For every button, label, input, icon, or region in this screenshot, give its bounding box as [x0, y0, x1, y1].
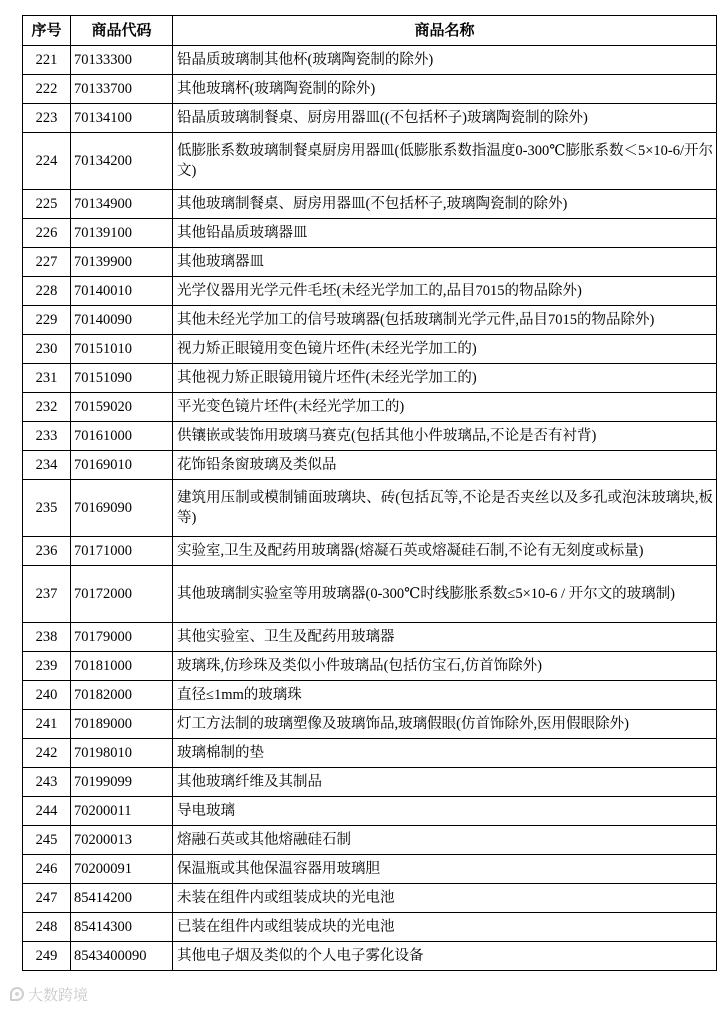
row-seq: 244	[23, 797, 71, 826]
row-name: 保温瓶或其他保温容器用玻璃胆	[173, 855, 717, 884]
row-name: 其他玻璃杯(玻璃陶瓷制的除外)	[173, 75, 717, 104]
table-row	[23, 219, 717, 248]
table-row	[23, 451, 717, 480]
table-row	[23, 652, 717, 681]
row-seq: 246	[23, 855, 71, 884]
row-code: 70200091	[71, 855, 173, 884]
row-seq: 247	[23, 884, 71, 913]
row-code: 70151010	[71, 335, 173, 364]
row-code: 70134200	[71, 133, 173, 190]
row-seq: 223	[23, 104, 71, 133]
row-name: 直径≤1mm的玻璃珠	[173, 681, 717, 710]
row-seq: 234	[23, 451, 71, 480]
row-code: 8543400090	[71, 942, 173, 971]
row-code: 70200013	[71, 826, 173, 855]
row-code: 70179000	[71, 623, 173, 652]
goods-table	[22, 15, 717, 971]
row-name: 实验室,卫生及配药用玻璃器(熔凝石英或熔凝硅石制,不论有无刻度或标量)	[173, 537, 717, 566]
table-header-row	[23, 16, 717, 46]
row-seq: 232	[23, 393, 71, 422]
row-code: 70140090	[71, 306, 173, 335]
row-name: 其他玻璃纤维及其制品	[173, 768, 717, 797]
watermark	[10, 984, 88, 1004]
row-code: 70133300	[71, 46, 173, 75]
row-seq: 222	[23, 75, 71, 104]
table-row	[23, 681, 717, 710]
row-code: 70172000	[71, 566, 173, 623]
header-code: 商品代码	[71, 16, 173, 46]
row-seq: 241	[23, 710, 71, 739]
row-seq: 236	[23, 537, 71, 566]
row-code: 70139100	[71, 219, 173, 248]
row-name: 其他未经光学加工的信号玻璃器(包括玻璃制光学元件,品目7015的物品除外)	[173, 306, 717, 335]
row-seq: 228	[23, 277, 71, 306]
row-name: 其他电子烟及类似的个人电子雾化设备	[173, 942, 717, 971]
row-seq: 235	[23, 480, 71, 537]
row-name: 已装在组件内或组装成块的光电池	[173, 913, 717, 942]
row-name: 其他玻璃器皿	[173, 248, 717, 277]
row-seq: 224	[23, 133, 71, 190]
row-code: 70139900	[71, 248, 173, 277]
row-seq: 243	[23, 768, 71, 797]
row-code: 70171000	[71, 537, 173, 566]
row-name: 视力矫正眼镜用变色镜片坯件(未经光学加工的)	[173, 335, 717, 364]
table-row	[23, 248, 717, 277]
row-code: 70200011	[71, 797, 173, 826]
row-seq: 249	[23, 942, 71, 971]
row-seq: 227	[23, 248, 71, 277]
table-row	[23, 537, 717, 566]
row-name: 铅晶质玻璃制餐桌、厨房用器皿((不包括杯子)玻璃陶瓷制的除外)	[173, 104, 717, 133]
row-name: 平光变色镜片坯件(未经光学加工的)	[173, 393, 717, 422]
row-code: 70159020	[71, 393, 173, 422]
row-code: 85414200	[71, 884, 173, 913]
row-name: 玻璃珠,仿珍珠及类似小件玻璃品(包括仿宝石,仿首饰除外)	[173, 652, 717, 681]
row-seq: 237	[23, 566, 71, 623]
row-seq: 245	[23, 826, 71, 855]
table-row	[23, 75, 717, 104]
table-row	[23, 884, 717, 913]
table-row	[23, 133, 717, 190]
row-code: 70140010	[71, 277, 173, 306]
row-name: 供镶嵌或装饰用玻璃马赛克(包括其他小件玻璃品,不论是否有衬背)	[173, 422, 717, 451]
row-seq: 221	[23, 46, 71, 75]
header-seq: 序号	[23, 16, 71, 46]
header-name: 商品名称	[173, 16, 717, 46]
watermark-text: 大数跨境	[28, 985, 89, 1004]
row-code: 70151090	[71, 364, 173, 393]
row-seq: 225	[23, 190, 71, 219]
table-row	[23, 190, 717, 219]
table-row	[23, 335, 717, 364]
row-name: 其他玻璃制餐桌、厨房用器皿(不包括杯子,玻璃陶瓷制的除外)	[173, 190, 717, 219]
row-code: 70134100	[71, 104, 173, 133]
table-row	[23, 855, 717, 884]
row-seq: 229	[23, 306, 71, 335]
row-seq: 248	[23, 913, 71, 942]
row-code: 70133700	[71, 75, 173, 104]
table-row	[23, 306, 717, 335]
row-name: 导电玻璃	[173, 797, 717, 826]
row-code: 70161000	[71, 422, 173, 451]
row-code: 70169010	[71, 451, 173, 480]
row-code: 70134900	[71, 190, 173, 219]
table-row	[23, 710, 717, 739]
row-name: 玻璃棉制的垫	[173, 739, 717, 768]
row-seq: 238	[23, 623, 71, 652]
row-name: 灯工方法制的玻璃塑像及玻璃饰品,玻璃假眼(仿首饰除外,医用假眼除外)	[173, 710, 717, 739]
row-name: 其他铅晶质玻璃器皿	[173, 219, 717, 248]
row-code: 70198010	[71, 739, 173, 768]
row-name: 其他实验室、卫生及配药用玻璃器	[173, 623, 717, 652]
row-code: 70199099	[71, 768, 173, 797]
row-seq: 233	[23, 422, 71, 451]
table-row	[23, 942, 717, 971]
table-row	[23, 277, 717, 306]
row-seq: 231	[23, 364, 71, 393]
row-code: 85414300	[71, 913, 173, 942]
row-code: 70181000	[71, 652, 173, 681]
brand-logo-icon	[10, 987, 24, 1001]
row-code: 70169090	[71, 480, 173, 537]
row-seq: 242	[23, 739, 71, 768]
table-row	[23, 623, 717, 652]
table-row	[23, 826, 717, 855]
row-code: 70189000	[71, 710, 173, 739]
row-seq: 239	[23, 652, 71, 681]
row-name: 其他视力矫正眼镜用镜片坯件(未经光学加工的)	[173, 364, 717, 393]
row-name: 低膨胀系数玻璃制餐桌厨房用器皿(低膨胀系数指温度0-300℃膨胀系数＜5×10-6/开尔文)	[173, 133, 717, 190]
row-seq: 230	[23, 335, 71, 364]
row-name: 未装在组件内或组装成块的光电池	[173, 884, 717, 913]
table-row	[23, 768, 717, 797]
table-row	[23, 913, 717, 942]
table-row	[23, 739, 717, 768]
table-row	[23, 104, 717, 133]
table-row	[23, 797, 717, 826]
table-row	[23, 480, 717, 537]
table-row	[23, 364, 717, 393]
row-name: 其他玻璃制实验室等用玻璃器(0-300℃时线膨胀系数≤5×10-6 / 开尔文的玻璃制)	[173, 566, 717, 623]
table-row	[23, 566, 717, 623]
row-name: 花饰铅条窗玻璃及类似品	[173, 451, 717, 480]
row-seq: 240	[23, 681, 71, 710]
table-row	[23, 46, 717, 75]
row-name: 光学仪器用光学元件毛坯(未经光学加工的,品目7015的物品除外)	[173, 277, 717, 306]
row-name: 铅晶质玻璃制其他杯(玻璃陶瓷制的除外)	[173, 46, 717, 75]
row-name: 熔融石英或其他熔融硅石制	[173, 826, 717, 855]
table-row	[23, 422, 717, 451]
row-name: 建筑用压制或模制铺面玻璃块、砖(包括瓦等,不论是否夹丝以及多孔或泡沫玻璃块,板等)	[173, 480, 717, 537]
row-seq: 226	[23, 219, 71, 248]
row-code: 70182000	[71, 681, 173, 710]
table-row	[23, 393, 717, 422]
